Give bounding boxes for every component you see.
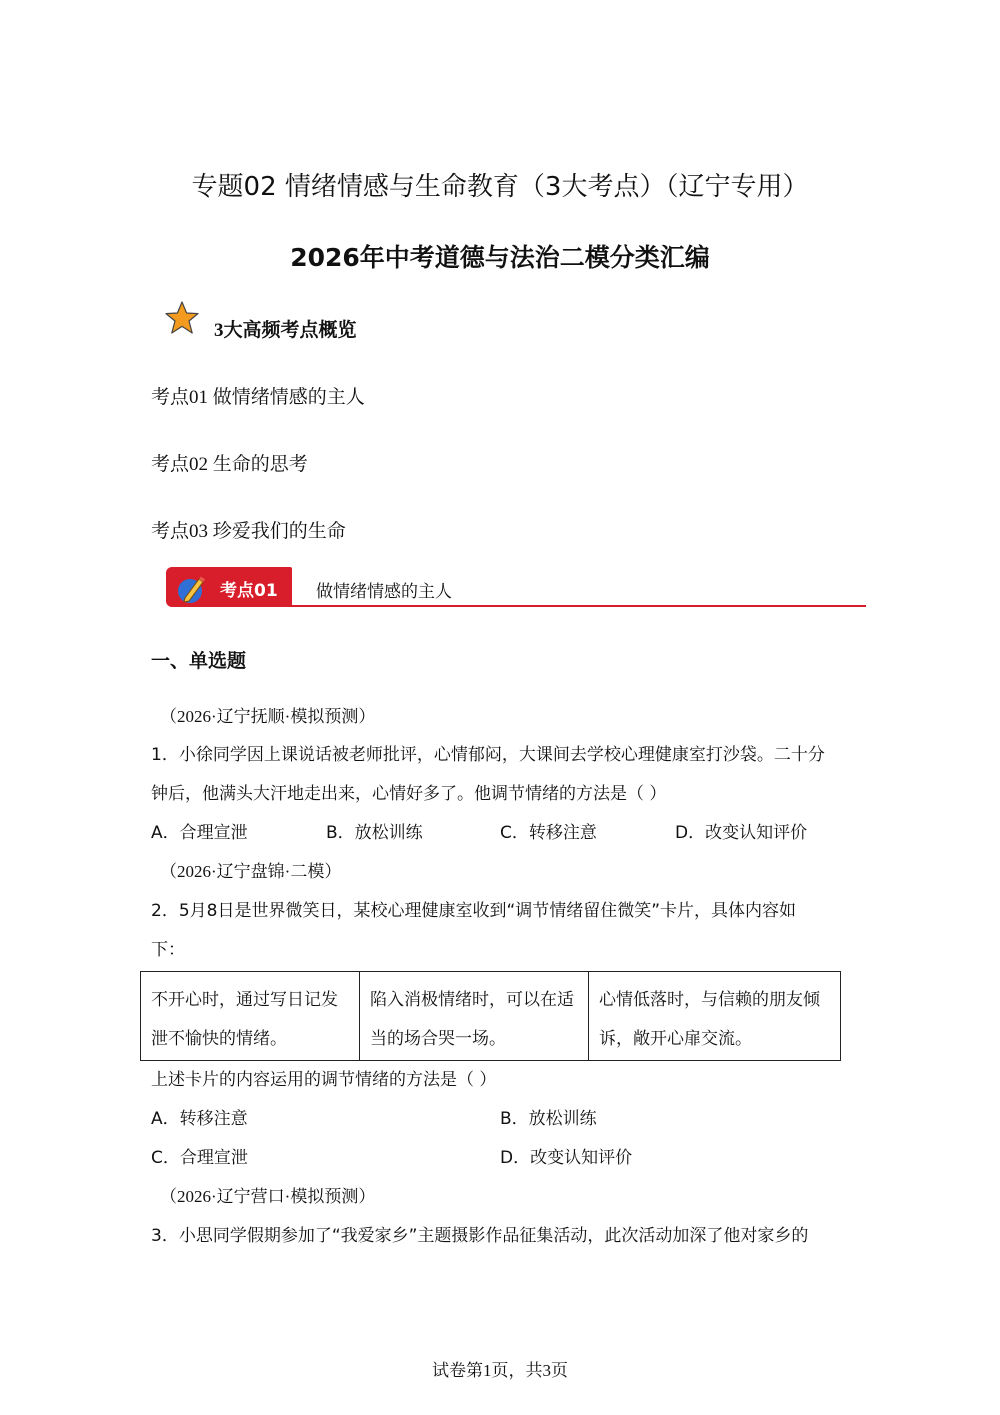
topic-item: 考点02 生命的思考: [151, 454, 308, 475]
page-footer: 试卷第1页，共3页: [432, 1361, 568, 1380]
option-a: A．转移注意: [151, 1109, 248, 1129]
topic-banner: [166, 567, 866, 611]
topic-item: 考点03 珍爱我们的生命: [151, 521, 346, 542]
option-a: A．合理宣泄: [151, 823, 248, 843]
option-b: B．放松训练: [326, 823, 423, 843]
section-title: 一、单选题: [151, 650, 247, 672]
question-text: 1．小徐同学因上课说话被老师批评，心情郁闷，大课间去学校心理健康室打沙袋。二十分: [151, 745, 825, 765]
question-text: 3．小思同学假期参加了“我爱家乡”主题摄影作品征集活动，此次活动加深了他对家乡的: [151, 1226, 809, 1246]
topic-item: 考点01 做情绪情感的主人: [151, 387, 365, 408]
option-c: C．转移注意: [500, 823, 597, 843]
question-source: （2026·辽宁盘锦·二模）: [160, 862, 342, 881]
option-d: D．改变认知评价: [675, 823, 808, 843]
question-text: 上述卡片的内容运用的调节情绪的方法是（ ）: [151, 1070, 497, 1090]
option-b: B．放松训练: [500, 1109, 597, 1129]
star-icon: [164, 300, 200, 336]
pen-icon: [176, 571, 210, 605]
table-cell: 陷入消极情绪时，可以在适当的场合哭一场。: [360, 972, 589, 1061]
page-subtitle: 2026年中考道德与法治二模分类汇编: [290, 243, 710, 272]
banner-underline: [286, 605, 866, 607]
question-source: （2026·辽宁抚顺·模拟预测）: [160, 707, 376, 726]
question-text: 钟后，他满头大汗地走出来，心情好多了。他调节情绪的方法是（ ）: [151, 784, 667, 804]
banner-label: 做情绪情感的主人: [316, 582, 452, 602]
banner-tab: [166, 567, 292, 607]
table-cell: 不开心时，通过写日记发泄不愉快的情绪。: [141, 972, 360, 1061]
option-c: C．合理宣泄: [151, 1148, 248, 1168]
question-source: （2026·辽宁营口·模拟预测）: [160, 1187, 376, 1206]
table-cell: 心情低落时，与信赖的朋友倾诉，敞开心扉交流。: [589, 972, 841, 1061]
overview-title: 3大高频考点概览: [214, 320, 357, 341]
question-text: 2．5月8日是世界微笑日，某校心理健康室收到“调节情绪留住微笑”卡片，具体内容如: [151, 901, 797, 921]
card-table: [140, 971, 841, 1061]
banner-tab-label: 考点01: [220, 581, 278, 601]
page-title: 专题02 情绪情感与生命教育（3大考点）（辽宁专用）: [191, 172, 809, 202]
question-text: 下：: [151, 940, 185, 960]
option-d: D．改变认知评价: [500, 1148, 633, 1168]
